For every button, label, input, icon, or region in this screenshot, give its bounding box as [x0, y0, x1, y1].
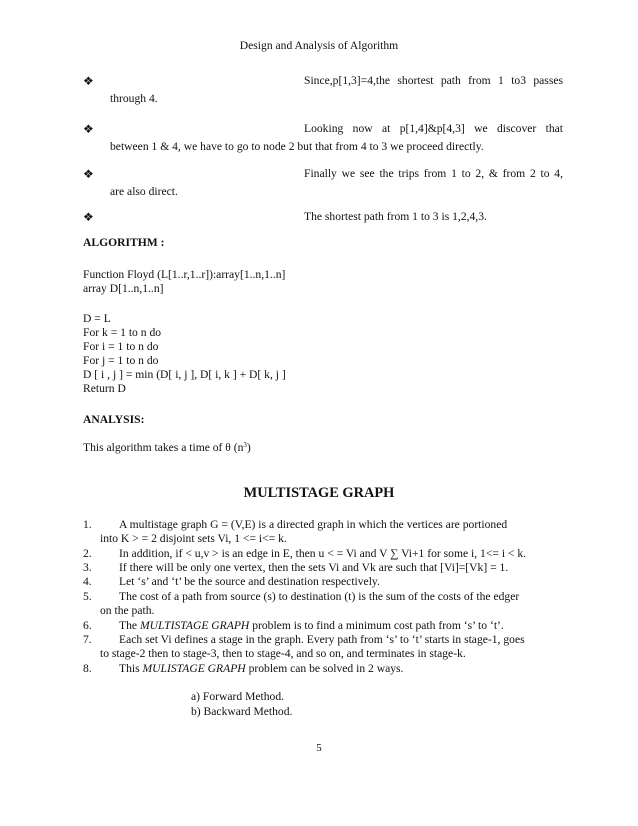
item-number: 5.	[83, 590, 92, 603]
diamond-bullet-icon: ❖	[83, 74, 94, 88]
item-continuation: on the path.	[100, 604, 155, 617]
item-number: 6.	[83, 619, 92, 632]
item-text-pre: This	[119, 662, 143, 675]
method-item: b) Backward Method.	[191, 705, 293, 718]
bullet-continuation: through 4.	[110, 92, 158, 105]
function-signature: Function Floyd (L[1..r,1..r]):array[1..n,1..n]	[83, 268, 286, 281]
item-number: 2.	[83, 547, 92, 560]
item-text	[83, 619, 563, 633]
item-text: In addition, if < u,v > is an edge in E, then u < = Vi and V ∑ Vi+1 for some i, 1<= i < k.	[119, 547, 527, 560]
item-text: A multistage graph G = (V,E) is a directed graph in which the vertices are portioned	[119, 518, 508, 531]
code-line: Return D	[83, 382, 126, 395]
bullet-text: Looking now at p[1,4]&p[4,3] we discover that	[304, 122, 563, 135]
item-number: 8.	[83, 662, 92, 675]
item-number: 4.	[83, 575, 92, 588]
code-line: For i = 1 to n do	[83, 340, 159, 353]
algorithm-heading: ALGORITHM :	[83, 236, 165, 249]
item-text: Let ‘s’ and ‘t’ be the source and destination respectively.	[119, 575, 380, 588]
diamond-bullet-icon: ❖	[83, 167, 94, 181]
item-text	[83, 662, 563, 676]
array-declaration: array D[1..n,1..n]	[83, 282, 164, 295]
diamond-bullet-icon: ❖	[83, 122, 94, 136]
analysis-close: )	[246, 441, 251, 454]
method-item: a) Forward Method.	[191, 690, 285, 703]
item-text-emphasis: MULTISTAGE GRAPH	[139, 619, 250, 632]
item-text-pre: The	[119, 619, 140, 632]
bullet-text: Finally we see the trips from 1 to 2, & from 2 to 4,	[304, 167, 563, 180]
bullet-continuation: are also direct.	[110, 185, 178, 198]
running-header: Design and Analysis of Algorithm	[239, 39, 399, 52]
item-number: 1.	[83, 518, 92, 531]
item-continuation: to stage-2 then to stage-3, then to stage-4, and so on, and terminates in stage-k.	[100, 647, 466, 660]
item-text: If there will be only one vertex, then the sets Vi and Vk are such that [Vi]=[Vk] = 1.	[119, 561, 509, 574]
code-line: For j = 1 to n do	[83, 354, 159, 367]
analysis-heading: ANALYSIS:	[83, 413, 145, 426]
code-line: D = L	[83, 312, 111, 325]
list-item	[83, 518, 563, 546]
list-item	[83, 547, 563, 561]
list-item	[83, 662, 563, 676]
list-item	[83, 575, 563, 589]
analysis-body: This algorithm takes a time of θ (n	[83, 441, 244, 454]
item-continuation: into K > = 2 disjoint sets Vi, 1 <= i<= k.	[100, 532, 287, 545]
diamond-bullet-icon: ❖	[83, 210, 94, 224]
item-text: Each set Vi defines a stage in the graph. Every path from ‘s’ to ‘t’ starts in stage-1, goes	[119, 633, 525, 646]
analysis-text	[83, 441, 251, 455]
code-line: D [ i , j ] = min (D[ i, j ], D[ i, k ] + D[ k, j ]	[83, 368, 286, 381]
list-item	[83, 619, 563, 633]
item-number: 7.	[83, 633, 92, 646]
item-text: The cost of a path from source (s) to destination (t) is the sum of the costs of the edger	[119, 590, 520, 603]
bullet-text: The shortest path from 1 to 3 is 1,2,4,3.	[304, 210, 487, 223]
list-item	[83, 561, 563, 575]
list-item	[83, 633, 563, 661]
item-number: 3.	[83, 561, 92, 574]
bullet-continuation: between 1 & 4, we have to go to node 2 but that from 4 to 3 we proceed directly.	[110, 140, 484, 153]
item-text-emphasis: MULISTAGE GRAPH	[142, 662, 246, 675]
section-title: MULTISTAGE GRAPH	[243, 485, 395, 501]
bullet-text: Since,p[1,3]=4,the shortest path from 1 to3 passes	[304, 74, 563, 87]
item-text-post: problem is to find a minimum cost path from ‘s’ to ‘t’.	[249, 619, 504, 632]
page-number: 5	[316, 742, 322, 754]
list-item	[83, 590, 563, 618]
exponent: 3	[243, 441, 247, 449]
item-text-post: problem can be solved in 2 ways.	[245, 662, 404, 675]
code-line: For k = 1 to n do	[83, 326, 162, 339]
